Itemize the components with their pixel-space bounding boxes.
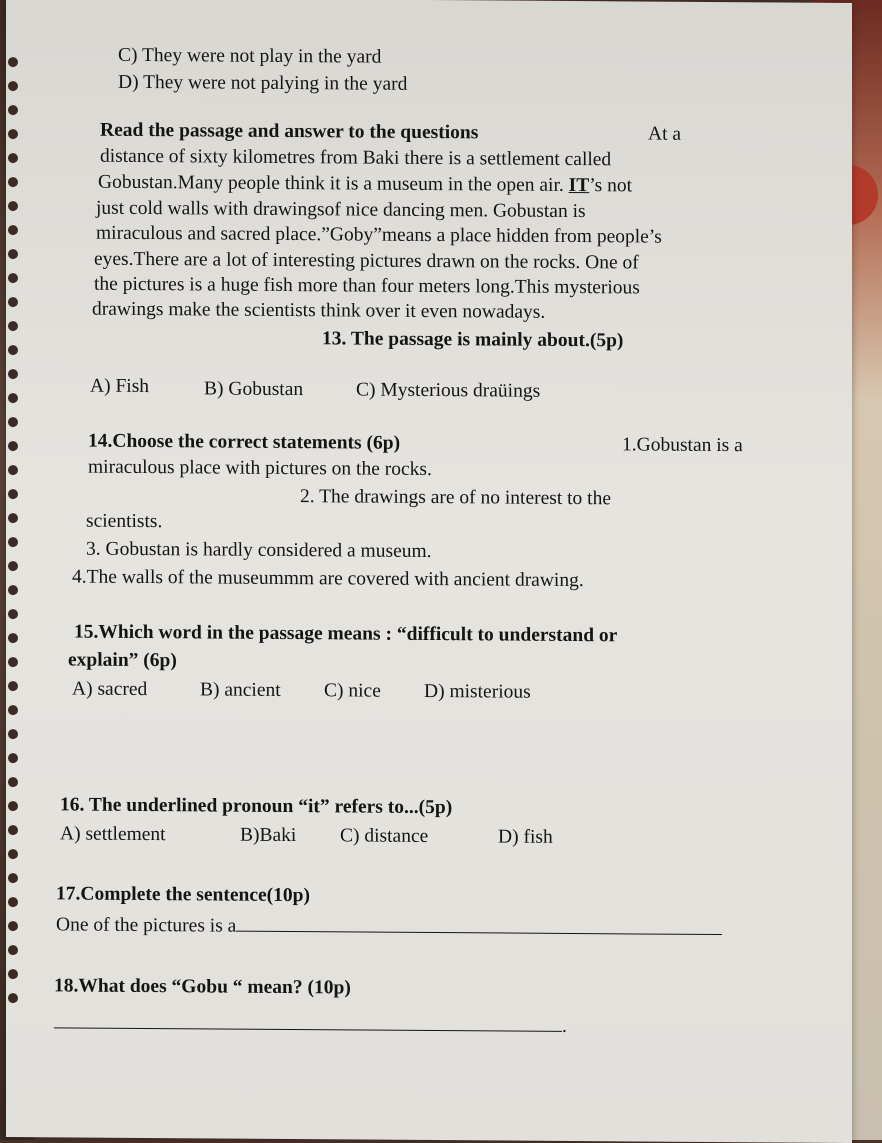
underlined-pronoun: IT	[568, 174, 590, 197]
q13-option-c: C) Mysterious draüings	[356, 379, 541, 402]
q18-end-mark: .	[562, 1015, 567, 1037]
passage-line-5: eyes.There are a lot of interesting pictures drawn on the rocks. One of	[94, 248, 639, 274]
q14-statement-2-start: 2. The drawings are of no interest to the	[300, 486, 612, 510]
q18-question: 18.What does “Gobu “ mean? (10p)	[54, 975, 351, 999]
q18-answer-blank[interactable]	[54, 1009, 562, 1032]
passage-heading: Read the passage and answer to the questions	[100, 119, 479, 144]
q17-prompt	[56, 911, 722, 942]
q13-question: 13. The passage is mainly about.(5p)	[322, 328, 624, 352]
q17-question: 17.Complete the sentence(10p)	[56, 883, 310, 907]
passage-line-3: just cold walls with drawingsof nice dancing men. Gobustan is	[96, 197, 586, 223]
q15-option-b: B) ancient	[200, 679, 281, 701]
passage-line-6: the pictures is a huge fish more than four meters long.This mysterious	[94, 273, 640, 299]
q16-option-d: D) fish	[498, 826, 553, 848]
passage-line-4: miraculous and sacred place.”Goby”means a place hidden from people’s	[96, 222, 662, 248]
q18-answer-line	[54, 1009, 567, 1039]
q14-statement-4: 4.The walls of the museummm are covered with ancient drawing.	[72, 566, 584, 592]
q14-statement-1-start: 1.Gobustan is a	[622, 434, 743, 457]
passage-line-2	[98, 170, 632, 199]
q13-option-b: B) Gobustan	[204, 378, 304, 401]
worksheet-page	[6, 0, 852, 1143]
q14-statement-1-end: miraculous place with pictures on the rocks.	[88, 456, 432, 481]
q14-statement-2-end: scientists.	[86, 510, 163, 533]
q13-option-a: A) Fish	[90, 375, 150, 398]
q12-option-c: C) They were not play in the yard	[118, 44, 382, 68]
q15-question-line-2: explain” (6p)	[68, 649, 177, 672]
worksheet-content	[6, 0, 852, 1143]
passage-line-7: drawings make the scientists think over it even nowadays.	[92, 298, 546, 323]
passage-line-1: distance of sixty kilometres from Baki there is a settlement called	[100, 145, 612, 171]
q17-answer-blank[interactable]	[236, 913, 722, 935]
q15-option-c: C) nice	[324, 680, 381, 702]
q16-option-c: C) distance	[340, 825, 429, 847]
q16-option-a: A) settlement	[60, 823, 166, 846]
q17-prompt-text: One of the pictures is a	[56, 914, 237, 937]
q16-question: 16. The underlined pronoun “it” refers to...(5p)	[60, 794, 453, 819]
passage-line-2-tail: ’s not	[589, 175, 633, 197]
q16-option-b: B)Baki	[240, 824, 297, 847]
q15-option-d: D) misterious	[424, 680, 531, 703]
passage-line-2-text: Gobustan.Many people think it is a museum in the open air.	[98, 171, 569, 196]
q14-question: 14.Choose the correct statements (6p)	[88, 430, 401, 454]
q14-statement-3: 3. Gobustan is hardly considered a museum.	[86, 538, 432, 563]
q15-option-a: A) sacred	[72, 678, 148, 701]
q12-option-d: D) They were not palying in the yard	[118, 71, 408, 95]
passage-intro-tail: At a	[648, 123, 682, 145]
q15-question-line-1: 15.Which word in the passage means : “difficult to understand or	[74, 621, 618, 647]
